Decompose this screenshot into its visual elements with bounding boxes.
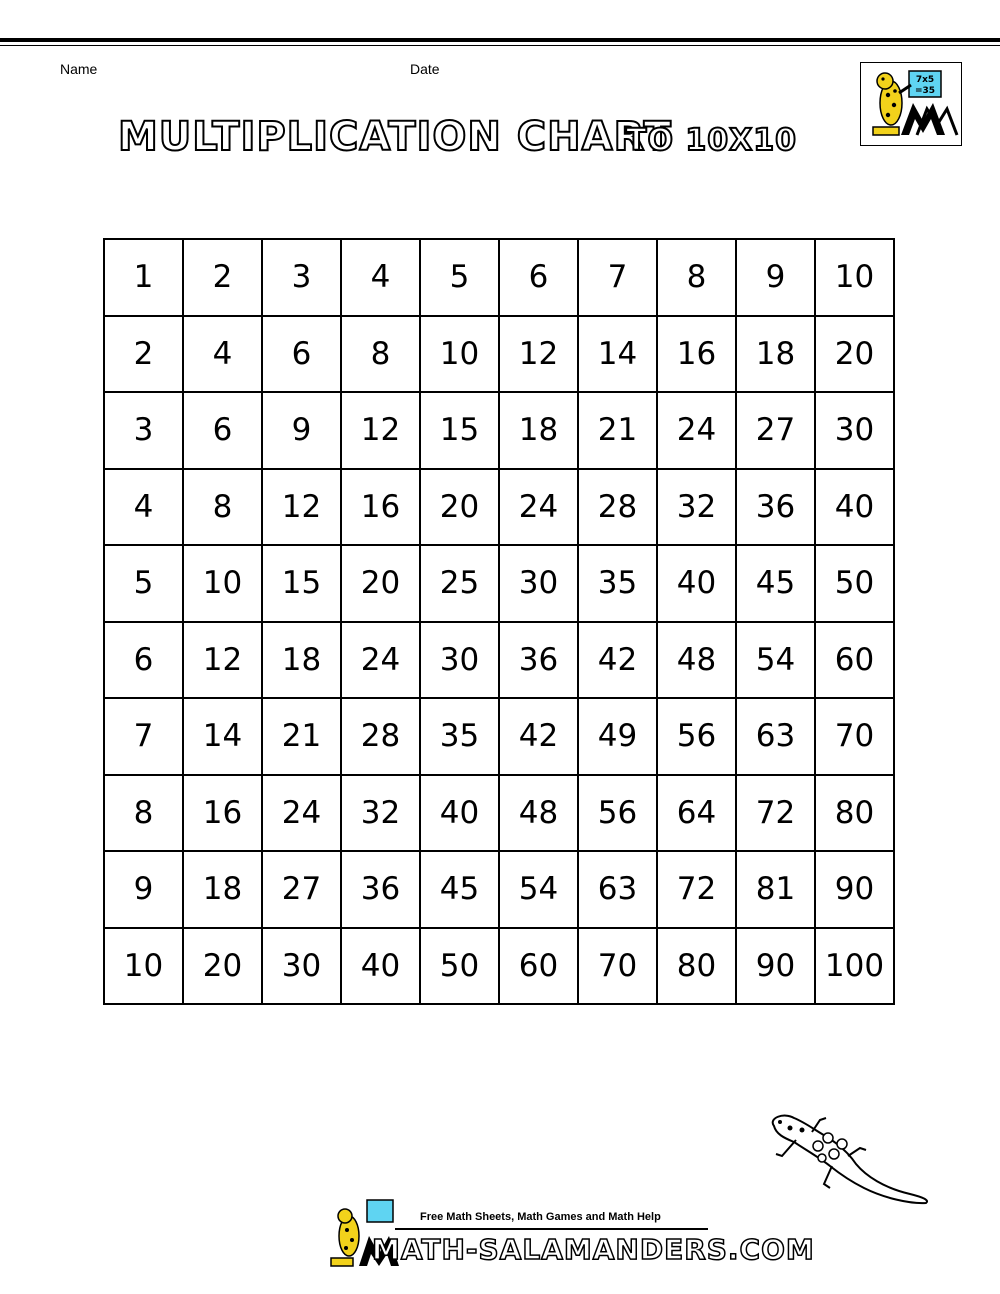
grid-cell: 10	[183, 545, 262, 622]
grid-cell: 72	[657, 851, 736, 928]
grid-cell: 12	[341, 392, 420, 469]
page-title	[118, 106, 818, 166]
grid-cell: 7	[104, 698, 183, 775]
grid-cell: 6	[262, 316, 341, 393]
grid-cell: 8	[183, 469, 262, 546]
grid-cell: 16	[341, 469, 420, 546]
multiplication-grid	[103, 238, 895, 1005]
grid-cell: 32	[657, 469, 736, 546]
grid-cell: 24	[341, 622, 420, 699]
grid-cell: 5	[104, 545, 183, 622]
grid-cell: 70	[815, 698, 894, 775]
grid-cell: 16	[657, 316, 736, 393]
grid-cell: 20	[341, 545, 420, 622]
grid-cell: 81	[736, 851, 815, 928]
grid-cell: 40	[815, 469, 894, 546]
grid-cell: 72	[736, 775, 815, 852]
grid-cell: 6	[104, 622, 183, 699]
table-row	[104, 469, 894, 546]
grid-cell: 8	[341, 316, 420, 393]
table-row	[104, 545, 894, 622]
grid-cell: 20	[815, 316, 894, 393]
grid-cell: 28	[341, 698, 420, 775]
date-label: Date	[410, 61, 440, 77]
grid-cell: 54	[499, 851, 578, 928]
table-row	[104, 316, 894, 393]
grid-cell: 50	[420, 928, 499, 1005]
grid-cell: 48	[499, 775, 578, 852]
table-row	[104, 775, 894, 852]
grid-cell: 4	[183, 316, 262, 393]
grid-cell: 14	[183, 698, 262, 775]
grid-cell: 18	[183, 851, 262, 928]
grid-cell: 63	[736, 698, 815, 775]
top-rule	[0, 38, 1000, 42]
salamander-icon	[760, 1108, 935, 1208]
grid-cell: 15	[420, 392, 499, 469]
grid-cell: 32	[341, 775, 420, 852]
grid-cell: 28	[578, 469, 657, 546]
grid-cell: 18	[499, 392, 578, 469]
grid-cell: 6	[183, 392, 262, 469]
grid-cell: 35	[420, 698, 499, 775]
table-row	[104, 928, 894, 1005]
grid-cell: 8	[657, 239, 736, 316]
table-row	[104, 851, 894, 928]
grid-cell: 30	[262, 928, 341, 1005]
grid-cell: 90	[815, 851, 894, 928]
grid-cell: 7	[578, 239, 657, 316]
grid-cell: 40	[420, 775, 499, 852]
grid-cell: 50	[815, 545, 894, 622]
grid-cell: 54	[736, 622, 815, 699]
grid-cell: 30	[420, 622, 499, 699]
grid-cell: 42	[499, 698, 578, 775]
grid-cell: 14	[578, 316, 657, 393]
table-row	[104, 392, 894, 469]
grid-cell: 6	[499, 239, 578, 316]
grid-cell: 18	[736, 316, 815, 393]
grid-cell: 80	[657, 928, 736, 1005]
grid-cell: 20	[183, 928, 262, 1005]
grid-cell: 80	[815, 775, 894, 852]
table-row	[104, 698, 894, 775]
grid-cell: 18	[262, 622, 341, 699]
grid-cell: 45	[420, 851, 499, 928]
grid-cell: 90	[736, 928, 815, 1005]
grid-cell: 35	[578, 545, 657, 622]
grid-cell: 27	[262, 851, 341, 928]
table-row	[104, 239, 894, 316]
grid-cell: 49	[578, 698, 657, 775]
title-small: TO 10X10	[626, 123, 798, 158]
grid-cell: 21	[262, 698, 341, 775]
grid-cell: 12	[183, 622, 262, 699]
grid-cell: 9	[262, 392, 341, 469]
grid-cell: 36	[499, 622, 578, 699]
grid-cell: 24	[262, 775, 341, 852]
grid-cell: 9	[104, 851, 183, 928]
grid-cell: 36	[341, 851, 420, 928]
grid-cell: 15	[262, 545, 341, 622]
grid-cell: 45	[736, 545, 815, 622]
grid-cell: 21	[578, 392, 657, 469]
grid-cell: 56	[578, 775, 657, 852]
grid-cell: 12	[499, 316, 578, 393]
grid-cell: 2	[104, 316, 183, 393]
footer-tagline: Free Math Sheets, Math Games and Math Help	[420, 1211, 661, 1223]
board-text-2: =35	[914, 86, 936, 96]
grid-cell: 3	[262, 239, 341, 316]
board-text-1: 7x5	[915, 75, 935, 85]
grid-cell: 56	[657, 698, 736, 775]
table-row	[104, 622, 894, 699]
grid-cell: 48	[657, 622, 736, 699]
salamander-teacher-icon	[860, 62, 962, 146]
grid-cell: 12	[262, 469, 341, 546]
grid-cell: 8	[104, 775, 183, 852]
grid-cell: 25	[420, 545, 499, 622]
grid-cell: 100	[815, 928, 894, 1005]
grid-cell: 60	[499, 928, 578, 1005]
footer-site-name: MATH-SALAMANDERS.COM	[372, 1233, 815, 1266]
grid-cell: 24	[657, 392, 736, 469]
grid-cell: 16	[183, 775, 262, 852]
grid-cell: 10	[815, 239, 894, 316]
name-label: Name	[60, 61, 98, 77]
grid-cell: 70	[578, 928, 657, 1005]
grid-cell: 30	[815, 392, 894, 469]
grid-cell: 10	[104, 928, 183, 1005]
grid-cell: 63	[578, 851, 657, 928]
grid-cell: 27	[736, 392, 815, 469]
grid-cell: 40	[341, 928, 420, 1005]
grid-cell: 60	[815, 622, 894, 699]
grid-cell: 36	[736, 469, 815, 546]
grid-cell: 24	[499, 469, 578, 546]
grid-cell: 1	[104, 239, 183, 316]
grid-cell: 3	[104, 392, 183, 469]
footer-rule	[395, 1228, 708, 1230]
grid-cell: 2	[183, 239, 262, 316]
title-main: MULTIPLICATION CHART	[118, 114, 672, 160]
grid-cell: 4	[104, 469, 183, 546]
grid-cell: 4	[341, 239, 420, 316]
grid-cell: 9	[736, 239, 815, 316]
top-rule-thin	[0, 45, 1000, 46]
grid-cell: 42	[578, 622, 657, 699]
grid-cell: 64	[657, 775, 736, 852]
grid-cell: 20	[420, 469, 499, 546]
grid-cell: 10	[420, 316, 499, 393]
grid-cell: 5	[420, 239, 499, 316]
grid-cell: 40	[657, 545, 736, 622]
grid-cell: 30	[499, 545, 578, 622]
